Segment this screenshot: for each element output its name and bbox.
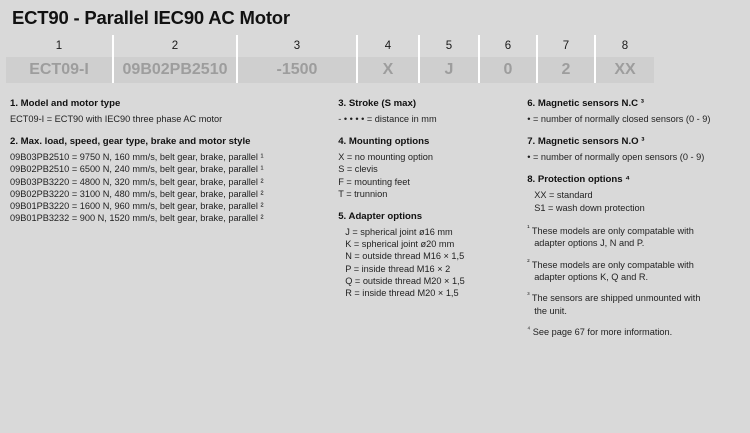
code-index-1: 1 (6, 35, 112, 57)
legend-column-right (527, 98, 740, 348)
code-column-2 (114, 35, 238, 57)
footnote-marker: ² (527, 258, 530, 266)
section-line: • = number of normally closed sensors (0 - 9) (527, 114, 711, 124)
code-table-separator (0, 83, 750, 91)
code-value-2: 09B02PB2510 (114, 57, 236, 83)
footnote-text: The sensors are shipped unmounted with (531, 293, 701, 304)
section-heading: 1. Model and motor type (10, 98, 121, 109)
code-value-cell-3 (238, 57, 358, 83)
code-index-8: 8 (596, 35, 654, 57)
footnote-text: These models are only compatable with (531, 259, 694, 270)
code-value-4: X (358, 57, 418, 83)
footnote-text-cont: adapter options J, N and P. (534, 238, 645, 249)
legend-column-left (10, 98, 338, 348)
footnote-4 (527, 326, 740, 338)
section-heading: 4. Mounting options (338, 136, 430, 148)
code-column-8 (596, 35, 654, 57)
section-line: K = spherical joint ø20 mm (345, 239, 455, 250)
section-line: 09B03PB2510 = 9750 N, 160 mm/s, belt gear, brake, parallel ¹ (10, 152, 264, 163)
code-value-cell-8 (596, 57, 654, 83)
footnote-2 (527, 259, 740, 284)
legend-columns (0, 98, 750, 348)
code-column-6 (480, 35, 538, 57)
section-line: P = inside thread M16 × 2 (345, 263, 451, 274)
code-number-row (0, 35, 750, 57)
code-value-8: XX (596, 57, 654, 83)
footnote-text: See page 67 for more information. (532, 327, 673, 338)
section-line: 09B02PB2510 = 6500 N, 240 mm/s, belt gear, brake, parallel ¹ (10, 164, 264, 175)
section-line: XX = standard (534, 190, 593, 201)
footnote-marker: ³ (527, 292, 530, 300)
code-value-7: 2 (538, 57, 594, 83)
section-line: 09B01PB3232 = 900 N, 1520 mm/s, belt gear, brake, parallel ² (10, 213, 264, 224)
code-index-6: 6 (480, 35, 536, 57)
code-value-cell-4 (358, 57, 420, 83)
footnote-1 (527, 225, 740, 250)
section-heading: 2. Max. load, speed, gear type, brake and motor style (10, 136, 251, 148)
legend-body (0, 91, 750, 413)
code-value-cell-6 (480, 57, 538, 83)
footnote-text-cont: the unit. (534, 305, 567, 316)
section-adapter-options (338, 211, 521, 299)
section-line: T = trunnion (338, 188, 388, 199)
code-index-7: 7 (538, 35, 594, 57)
section-line: • = number of normally open sensors (0 - 9) (527, 152, 705, 163)
section-line: 09B03PB3220 = 4800 N, 320 mm/s, belt gear, brake, parallel ² (10, 176, 264, 187)
section-line: S = clevis (338, 164, 378, 175)
section-stroke (338, 98, 521, 125)
page-title-bar (0, 0, 750, 35)
section-line: 09B01PB3220 = 1600 N, 960 mm/s, belt gear, brake, parallel ² (10, 201, 264, 212)
code-index-4: 4 (358, 35, 418, 57)
footnote-text: These models are only compatable with (531, 225, 694, 236)
footnote-marker: ⁴ (527, 326, 531, 334)
section-model-and-motor-type (10, 98, 332, 125)
section-line: R = inside thread M20 × 1,5 (345, 288, 459, 299)
code-value-1: ECT09-I (6, 57, 112, 83)
code-value-3: -1500 (238, 57, 356, 83)
section-line: - • • • • = distance in mm (338, 114, 437, 124)
code-value-cell-7 (538, 57, 596, 83)
footnote-3 (527, 292, 740, 317)
section-line: 09B02PB3220 = 3100 N, 480 mm/s, belt gear, brake, parallel ² (10, 188, 264, 199)
section-line: S1 = wash down protection (534, 202, 645, 213)
footnote-text-cont: adapter options K, Q and R. (534, 272, 649, 283)
section-line: X = no mounting option (338, 152, 433, 163)
section-line: N = outside thread M16 × 1,5 (345, 251, 465, 262)
section-line: Q = outside thread M20 × 1,5 (345, 275, 465, 286)
code-value-row (0, 57, 750, 83)
section-max-load-speed-gear (10, 136, 332, 224)
section-line: J = spherical joint ø16 mm (345, 227, 453, 238)
section-line: F = mounting feet (338, 176, 410, 187)
section-magnetic-sensors-nc (527, 98, 740, 125)
section-heading: 5. Adapter options (338, 211, 423, 223)
legend-column-middle (338, 98, 530, 348)
code-value-cell-5 (420, 57, 480, 83)
section-heading: 3. Stroke (S max) (338, 98, 417, 109)
code-index-5: 5 (420, 35, 478, 57)
section-magnetic-sensors-no (527, 136, 740, 163)
code-column-3 (238, 35, 358, 57)
code-value-5: J (420, 57, 478, 83)
code-value-cell-2 (114, 57, 238, 83)
footnote-marker: ¹ (527, 224, 530, 232)
code-value-cell-1 (6, 57, 114, 83)
section-protection-options (527, 174, 740, 213)
code-index-2: 2 (114, 35, 236, 57)
code-column-7 (538, 35, 596, 57)
code-column-4 (358, 35, 420, 57)
code-value-6: 0 (480, 57, 536, 83)
section-heading: 6. Magnetic sensors N.C ³ (527, 98, 644, 109)
code-column-5 (420, 35, 480, 57)
code-index-3: 3 (238, 35, 356, 57)
section-mounting-options (338, 136, 521, 200)
section-heading: 7. Magnetic sensors N.O ³ (527, 136, 645, 148)
section-line: ECT09-I = ECT90 with IEC90 three phase AC motor (10, 114, 223, 124)
section-heading: 8. Protection options ⁴ (527, 174, 631, 186)
page-title: ECT90 - Parallel IEC90 AC Motor (12, 6, 290, 28)
code-column-1 (6, 35, 114, 57)
